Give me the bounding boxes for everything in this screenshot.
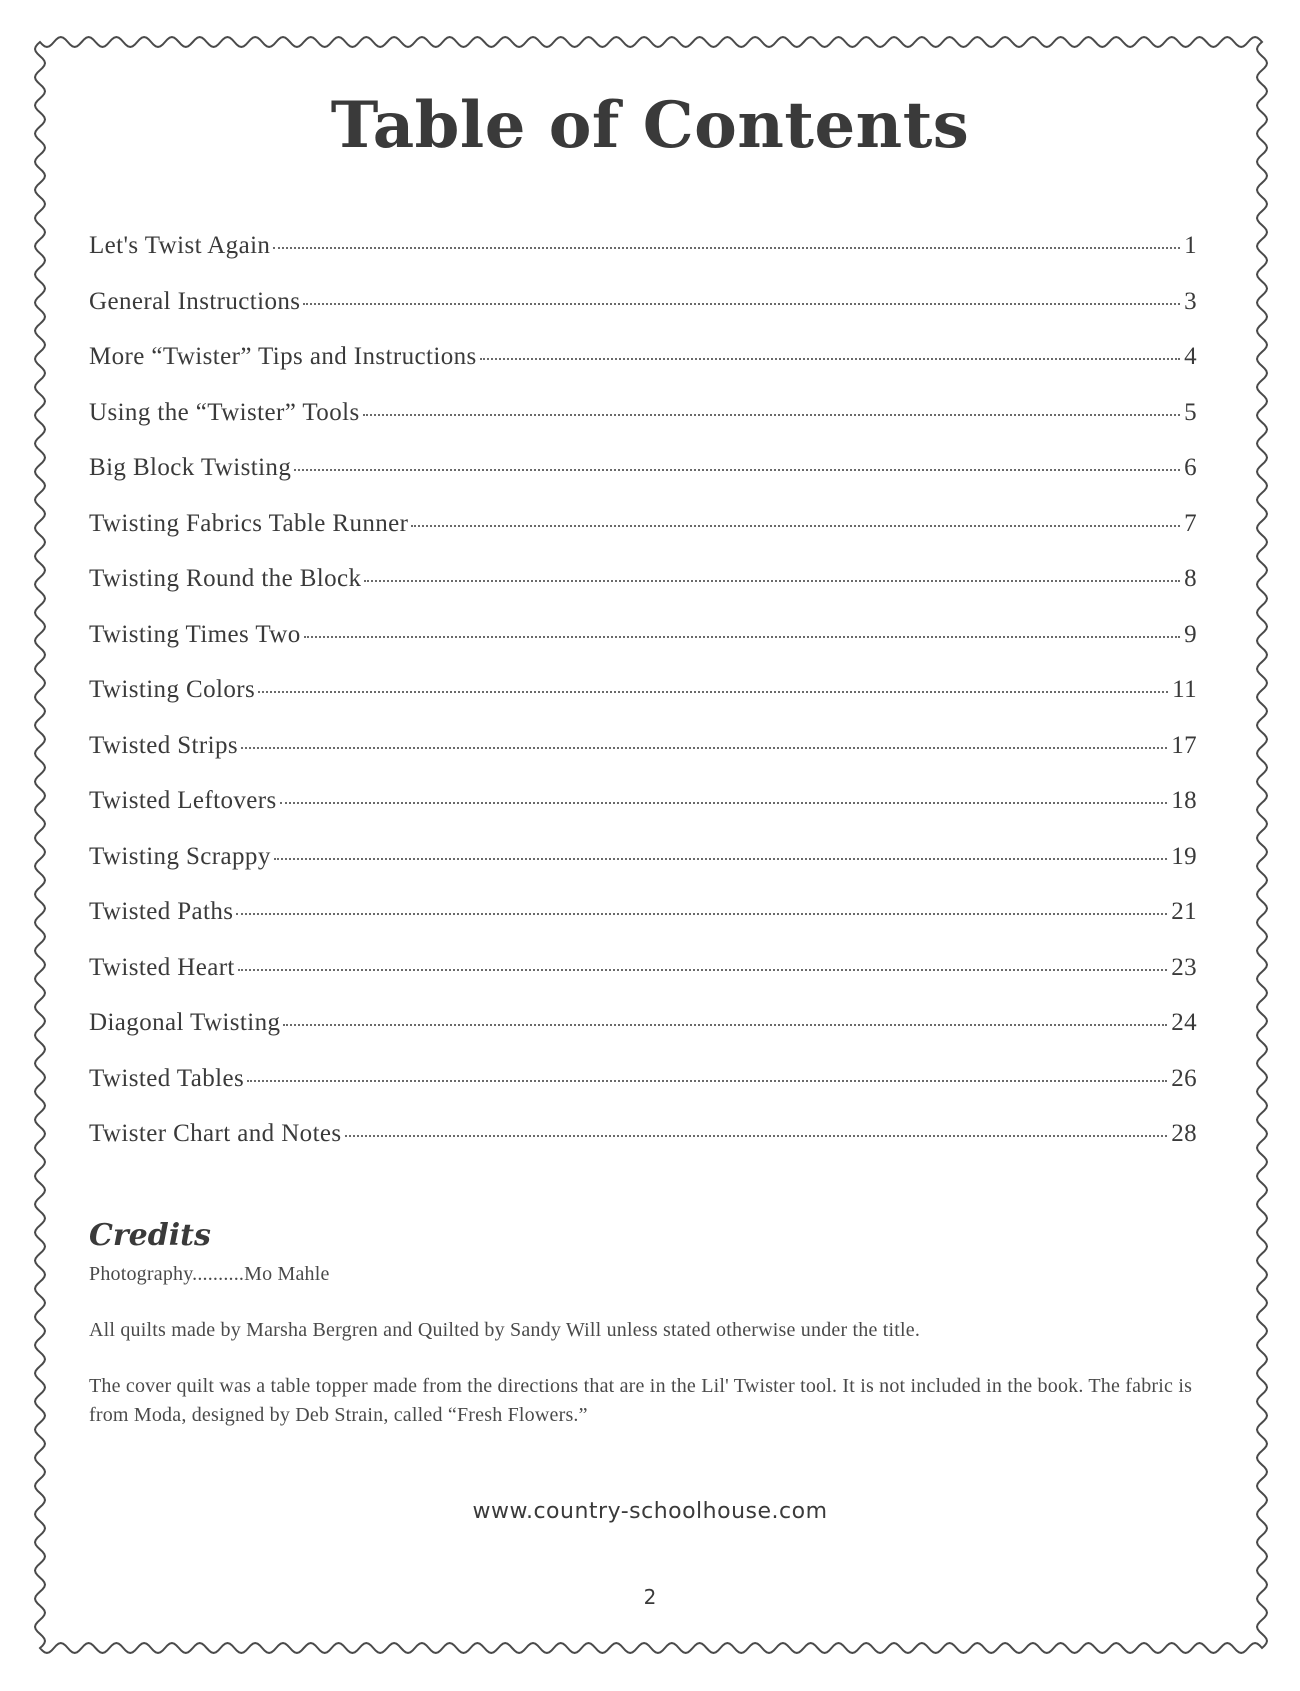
dot-leader — [304, 636, 1180, 638]
toc-entry — [89, 232, 1197, 288]
toc-entry — [89, 288, 1197, 344]
toc-entry-page: 21 — [1171, 898, 1197, 925]
dot-leader — [274, 858, 1167, 860]
dot-leader — [303, 303, 1180, 305]
page-number: 2 — [643, 1585, 657, 1609]
toc-entry — [89, 510, 1197, 566]
toc-entry-page: 3 — [1184, 287, 1197, 315]
toc-entry — [89, 787, 1197, 843]
toc-entry — [89, 621, 1197, 677]
toc-entry — [89, 565, 1197, 621]
table-of-contents — [89, 232, 1197, 1176]
toc-entry-page: 5 — [1184, 398, 1197, 426]
credits-cover-note: The cover quilt was a table topper made from the directions that are in the Lil' Twister tool. It is not included in the book. The fabric is from Moda, designed by Deb Strain, called “Fresh Flowers.” — [89, 1375, 1193, 1426]
toc-entry-title: Using the “Twister” Tools — [89, 398, 360, 426]
toc-entry-page: 8 — [1184, 565, 1197, 592]
toc-entry-page: 1 — [1184, 232, 1197, 259]
toc-entry-page: 4 — [1184, 343, 1197, 370]
toc-entry-page: 23 — [1171, 953, 1197, 981]
dot-leader — [236, 913, 1167, 915]
toc-entry — [89, 1009, 1197, 1065]
website-url: www.country-schoolhouse.com — [472, 1499, 828, 1524]
dot-leader — [247, 1080, 1167, 1082]
toc-entry-title: More “Twister” Tips and Instructions — [89, 343, 477, 370]
toc-entry-title: Let's Twist Again — [89, 232, 271, 259]
toc-entry-title: Big Block Twisting — [89, 454, 292, 481]
page-title: Table of Contents — [330, 88, 970, 163]
credits-heading: Credits — [89, 1218, 211, 1253]
toc-entry-title: Twisted Paths — [89, 898, 234, 925]
toc-entry — [89, 399, 1197, 455]
toc-entry-page: 28 — [1171, 1120, 1197, 1147]
toc-entry-page: 26 — [1171, 1064, 1197, 1092]
toc-entry-title: Diagonal Twisting — [89, 1009, 281, 1036]
toc-entry — [89, 454, 1197, 510]
credits-quilts-note: All quilts made by Marsha Bergren and Quilted by Sandy Will unless stated otherwise under the title. — [89, 1319, 921, 1341]
toc-entry — [89, 1120, 1197, 1176]
toc-entry — [89, 732, 1197, 788]
toc-entry — [89, 676, 1197, 732]
dot-leader — [345, 1135, 1168, 1137]
toc-entry-page: 19 — [1171, 842, 1197, 870]
toc-entry-title: Twisted Tables — [89, 1064, 245, 1092]
toc-entry — [89, 843, 1197, 899]
toc-entry — [89, 1065, 1197, 1121]
toc-entry-page: 9 — [1184, 620, 1197, 648]
dot-leader — [258, 691, 1168, 693]
dot-leader — [238, 969, 1167, 971]
dot-leader — [294, 469, 1180, 471]
dot-leader — [280, 802, 1168, 804]
toc-entry-title: General Instructions — [89, 287, 301, 315]
toc-entry-page: 6 — [1184, 454, 1197, 481]
toc-entry-title: Twisting Colors — [89, 676, 256, 703]
toc-entry — [89, 898, 1197, 954]
toc-entry-title: Twisted Heart — [89, 953, 235, 981]
toc-entry-title: Twisted Strips — [89, 731, 238, 759]
credits-photography: Photography..........Mo Mahle — [89, 1263, 330, 1285]
dot-leader — [480, 358, 1180, 360]
dot-leader — [273, 247, 1180, 249]
toc-entry-page: 17 — [1171, 731, 1197, 759]
toc-entry-page: 11 — [1172, 676, 1197, 703]
toc-entry — [89, 343, 1197, 399]
toc-entry-title: Twisting Fabrics Table Runner — [89, 509, 409, 537]
toc-entry-page: 24 — [1171, 1009, 1197, 1036]
toc-entry-title: Twisting Times Two — [89, 620, 301, 648]
dot-leader — [241, 747, 1167, 749]
toc-entry — [89, 954, 1197, 1010]
dot-leader — [411, 525, 1180, 527]
dot-leader — [283, 1024, 1167, 1026]
dot-leader — [364, 580, 1180, 582]
toc-entry-title: Twisted Leftovers — [89, 787, 277, 814]
toc-entry-title: Twisting Round the Block — [89, 565, 362, 592]
dot-leader — [363, 414, 1181, 416]
toc-entry-page: 7 — [1184, 509, 1197, 537]
toc-entry-page: 18 — [1171, 787, 1197, 814]
toc-entry-title: Twisting Scrappy — [89, 842, 271, 870]
toc-entry-title: Twister Chart and Notes — [89, 1120, 342, 1147]
